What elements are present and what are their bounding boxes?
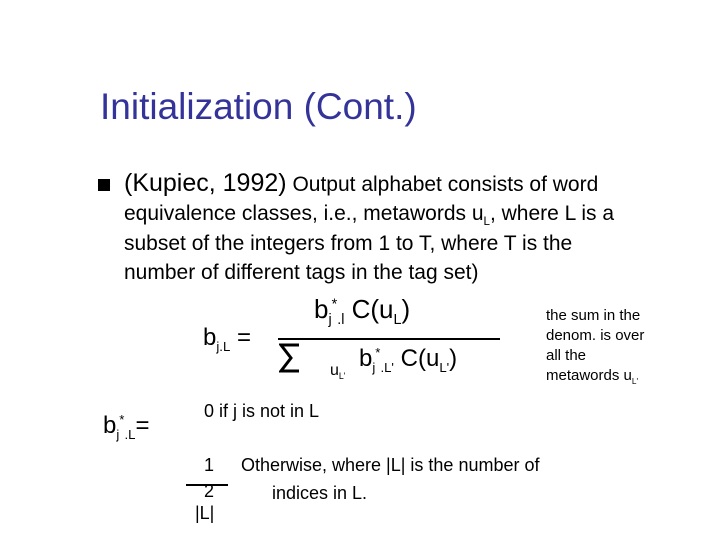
- num-c-close: ): [401, 294, 411, 324]
- fraction-bar: [278, 338, 500, 340]
- f2-sup: *: [119, 412, 125, 427]
- citation: (Kupiec, 1992): [124, 169, 287, 197]
- note-line-4a: metawords u: [546, 367, 632, 384]
- case-otherwise-cont: indices in L.: [272, 483, 368, 503]
- frac-denominator: 2: [204, 481, 215, 501]
- den-c-sub: L': [439, 359, 450, 375]
- formula1-lhs: [203, 324, 251, 352]
- case-otherwise: Otherwise, where |L| is the number of: [241, 455, 540, 475]
- bullet-text-1: Output alphabet consists of word: [286, 173, 599, 196]
- note-line-1: the sum in the: [546, 307, 641, 324]
- bullet-line-3: subset of the integers from 1 to T, where T is the: [124, 232, 573, 255]
- formula2-lhs: [103, 412, 149, 440]
- num-sub-j: j: [328, 312, 332, 329]
- lhs-b: b: [203, 324, 217, 351]
- note-line-4: [546, 366, 696, 386]
- sum-index: [330, 362, 345, 380]
- note-line-3: all the: [546, 347, 587, 364]
- num-b: b: [314, 294, 329, 324]
- bullet-square-icon: [98, 179, 110, 191]
- formula1-denominator: [359, 345, 457, 373]
- num-sup: *: [331, 296, 338, 313]
- f2-sub-j: j: [116, 426, 120, 442]
- den-sup: *: [375, 345, 381, 360]
- den-sub-l: .L': [380, 359, 394, 375]
- den-u: u: [330, 362, 339, 379]
- abs-l: |L|: [195, 503, 215, 523]
- num-sub-l: .l: [337, 312, 345, 329]
- den-c: C(u: [393, 345, 440, 372]
- bullet-line-4: number of different tags in the tag set): [124, 261, 479, 284]
- summation-sigma-icon: [279, 343, 301, 373]
- frac-numerator: 1: [204, 455, 215, 475]
- num-c-sub: L: [393, 312, 402, 329]
- side-note: [546, 306, 696, 386]
- note-line-4-sub: L': [631, 377, 639, 386]
- f2-eq: =: [135, 412, 150, 439]
- num-c: C(u: [344, 294, 394, 324]
- slide-title: Initialization (Cont.): [100, 86, 417, 127]
- case-zero: 0 if j is not in L: [204, 401, 320, 421]
- f2-b: b: [103, 412, 117, 439]
- formula1-numerator: [314, 294, 411, 329]
- subscript-l: L: [483, 216, 490, 229]
- f2-sub-l: .L: [124, 426, 136, 442]
- lhs-eq: =: [230, 324, 251, 351]
- lhs-sub: j.L: [216, 338, 231, 354]
- den-c-close: ): [449, 345, 458, 372]
- den-b: b: [359, 345, 373, 372]
- bullet-line-1: [124, 169, 598, 198]
- den-sub-j: j: [372, 359, 376, 375]
- den-u-sub: L': [338, 371, 346, 382]
- bullet-line-2: [124, 202, 615, 229]
- bullet-text-2a: equivalence classes, i.e., metawords u: [124, 202, 484, 225]
- note-line-2: denom. is over: [546, 327, 645, 344]
- bullet-text-2b: , where L is a: [489, 202, 615, 225]
